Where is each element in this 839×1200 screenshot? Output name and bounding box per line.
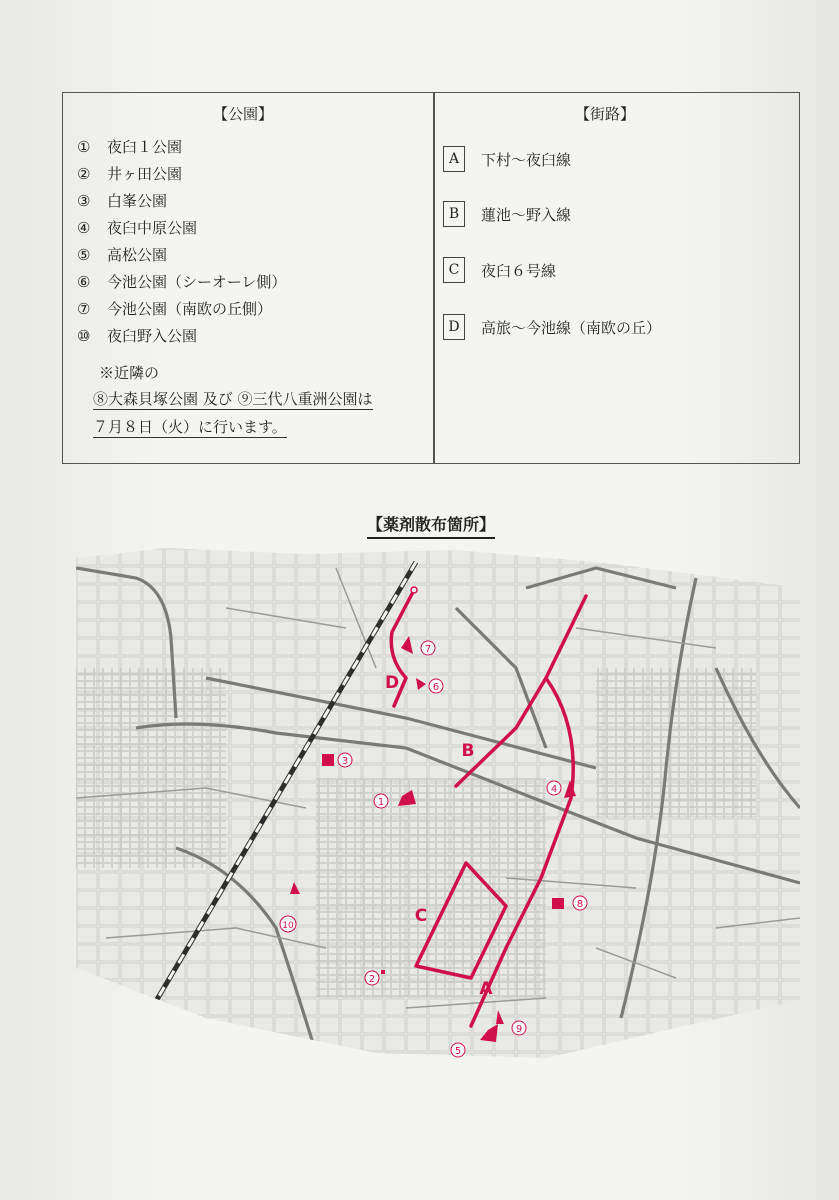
park-number: ⑤: [77, 245, 91, 264]
note-intro: ※近隣の: [99, 364, 160, 382]
park-name: 今池公園（シーオーレ側）: [107, 273, 287, 291]
park-name: 夜臼１公園: [107, 138, 183, 156]
park-number: ⑥: [77, 272, 91, 291]
svg-text:3: 3: [341, 756, 349, 767]
map-base: [76, 548, 800, 1070]
street-letter: A: [443, 146, 465, 172]
route-label-d: D: [384, 673, 400, 693]
table-divider: [433, 93, 435, 463]
park-item: [77, 322, 427, 349]
park-name: 夜臼中原公園: [107, 219, 198, 237]
park-number: ⑩: [77, 326, 91, 345]
park-marker: [429, 679, 443, 693]
park-number: ②: [77, 164, 91, 183]
note-line-1: ⑧大森貝塚公園 及び ⑨三代八重洲公園は: [93, 390, 373, 408]
park-item: [77, 268, 427, 295]
park-item: [77, 160, 427, 187]
map-svg: [76, 548, 800, 1070]
park-name: 井ヶ田公園: [107, 165, 183, 183]
park-item: [77, 214, 427, 241]
svg-text:10: 10: [282, 921, 294, 931]
route-label-b: B: [461, 741, 475, 761]
park-marker: [338, 753, 352, 767]
park-item: [77, 133, 427, 160]
park-name: 高松公園: [107, 246, 168, 264]
svg-text:6: 6: [432, 682, 440, 693]
park-marker: [365, 971, 379, 985]
park-marker: [421, 641, 435, 655]
street-item: [443, 199, 571, 229]
svg-text:1: 1: [377, 797, 385, 808]
park-item: [77, 295, 427, 322]
park-marker: [512, 1021, 526, 1035]
street-item: [443, 312, 661, 342]
street-name: 蓮池～野入線: [481, 205, 572, 224]
map-title: 【薬剤散布箇所】: [367, 512, 495, 539]
streets-heading: 【街路】: [575, 105, 636, 123]
park-number: ①: [77, 137, 91, 156]
svg-text:2: 2: [368, 974, 376, 985]
route-label-c: C: [414, 906, 428, 926]
park-name: 夜臼野入公園: [107, 327, 198, 345]
park-number: ⑦: [77, 299, 91, 318]
park-marker: [280, 916, 296, 932]
spray-map: [76, 548, 800, 1070]
park-marker: [451, 1043, 465, 1057]
note-line-2: ７月８日（火）に行います。: [93, 418, 287, 436]
park-marker: [573, 896, 587, 910]
street-name: 下村～夜臼線: [481, 150, 572, 169]
parks-heading: 【公園】: [213, 105, 274, 123]
svg-text:8: 8: [576, 899, 584, 910]
route-label-a: A: [479, 979, 493, 999]
park-item: [77, 187, 427, 214]
park-marker: [547, 781, 561, 795]
street-name: 夜臼６号線: [481, 261, 557, 280]
street-letter: C: [443, 257, 465, 283]
park-item: [77, 241, 427, 268]
street-item: [443, 255, 556, 285]
street-letter: B: [443, 201, 465, 227]
svg-text:7: 7: [424, 644, 432, 655]
svg-text:5: 5: [454, 1046, 462, 1057]
park-number: ③: [77, 191, 91, 210]
info-table: [62, 92, 800, 464]
street-letter: D: [443, 314, 465, 340]
svg-text:9: 9: [515, 1024, 523, 1035]
svg-text:4: 4: [550, 784, 558, 795]
park-name: 白峯公園: [107, 192, 168, 210]
park-number: ④: [77, 218, 91, 237]
park-list: [77, 133, 427, 349]
street-name: 高旅～今池線（南欧の丘）: [481, 318, 662, 337]
street-item: [443, 144, 571, 174]
park-marker: [374, 794, 388, 808]
park-name: 今池公園（南欧の丘側）: [107, 300, 273, 318]
